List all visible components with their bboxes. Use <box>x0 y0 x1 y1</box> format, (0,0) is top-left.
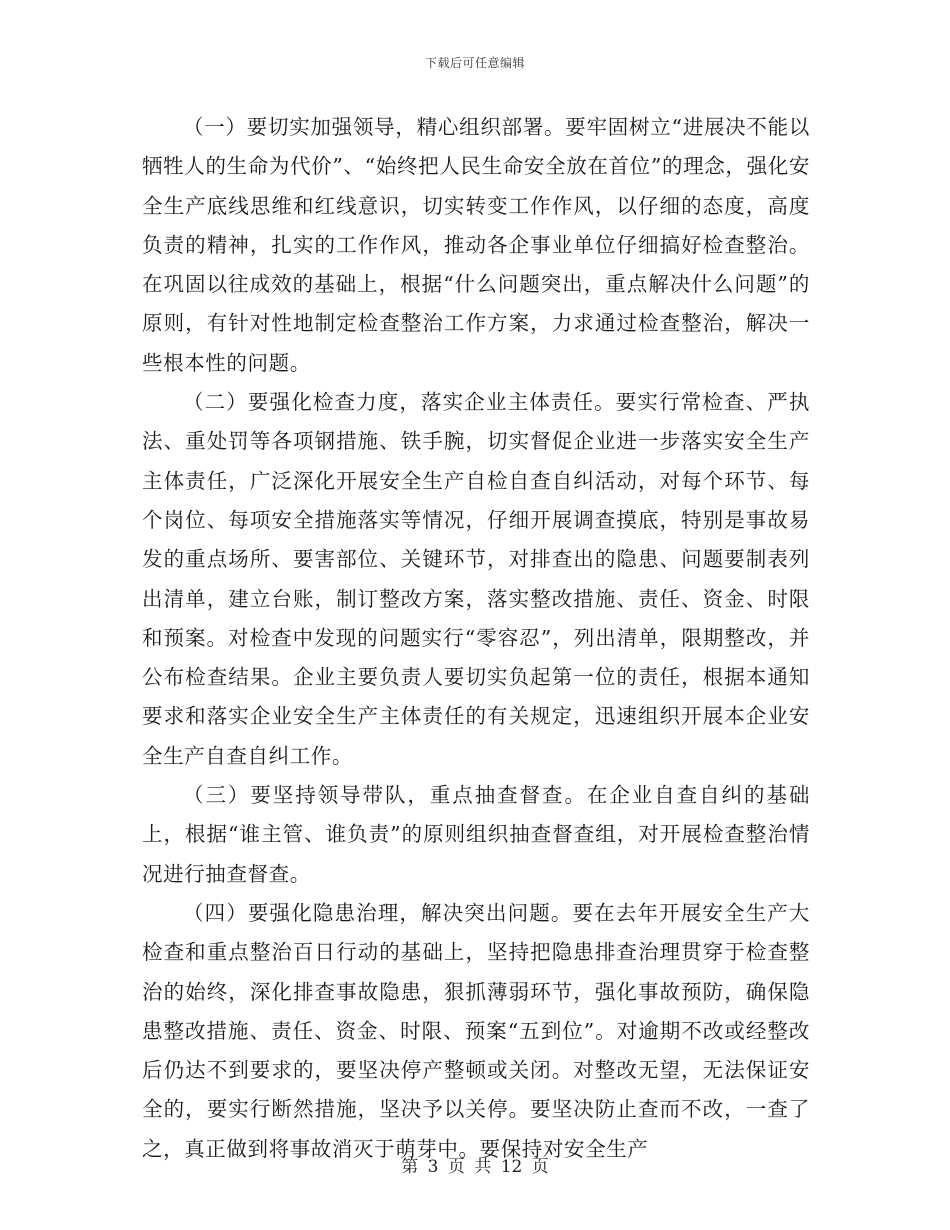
paragraph-1: （一）要切实加强领导，精心组织部署。要牢固树立“进展决不能以牺牲人的生命为代价”、“始终把人民生命安全放在首位”的理念，强化安全生产底线思维和红线意识，切实转变工作作风，以仔细的态度，高度负责的精神，扎实的工作作风，推动各企事业单位仔细搞好检查整治。在巩固以往成效的基础上，根据“什么问题突出，重点解决什么问题”的原则，有针对性地制定检查整治工作方案，力求通过检查整治，解决一些根本性的问题。 <box>142 115 810 375</box>
paragraph-3: （三）要坚持领导带队，重点抽查督查。在企业自查自纠的基础上，根据“谁主管、谁负责”的原则组织抽查督查组，对开展检查整治情况进行抽查督查。 <box>142 783 810 886</box>
paragraph-2: （二）要强化检查力度，落实企业主体责任。要实行常检查、严执法、重处罚等各项钢措施、铁手腕，切实督促企业进一步落实安全生产主体责任，广泛深化开展安全生产自检自查自纠活动，对每个环节、每个岗位、每项安全措施落实等情况，仔细开展调查摸底，特别是事故易发的重点场所、要害部位、关键环节，对排查出的隐患、问题要制表列出清单，建立台账，制订整改方案，落实整改措施、责任、资金、时限和预案。对检查中发现的问题实行“零容忍”，列出清单，限期整改，并公布检查结果。企业主要负责人要切实负起第一位的责任，根据本通知要求和落实企业安全生产主体责任的有关规定，迅速组织开展本企业安全生产自查自纠工作。 <box>142 390 810 768</box>
page-number-footer: 第 3 页 共 12 页 <box>401 1157 549 1177</box>
paragraph-4: （四）要强化隐患治理，解决突出问题。要在去年开展安全生产大检查和重点整治百日行动的基础上，坚持把隐患排查治理贯穿于检查整治的始终，深化排查事故隐患，狠抓薄弱环节，强化事故预防，确保隐患整改措施、责任、资金、时限、预案“五到位”。对逾期不改或经整改后仍达不到要求的，要坚决停产整顿或关闭。对整改无望，无法保证安全的，要实行断然措施，坚决予以关停。要坚决防止查而不改，一查了之，真正做到将事故消灭于萌芽中。要保持对安全生产 <box>142 900 810 1161</box>
body-text <box>142 108 810 1169</box>
page-header: 下载后可任意编辑 <box>424 56 525 70</box>
